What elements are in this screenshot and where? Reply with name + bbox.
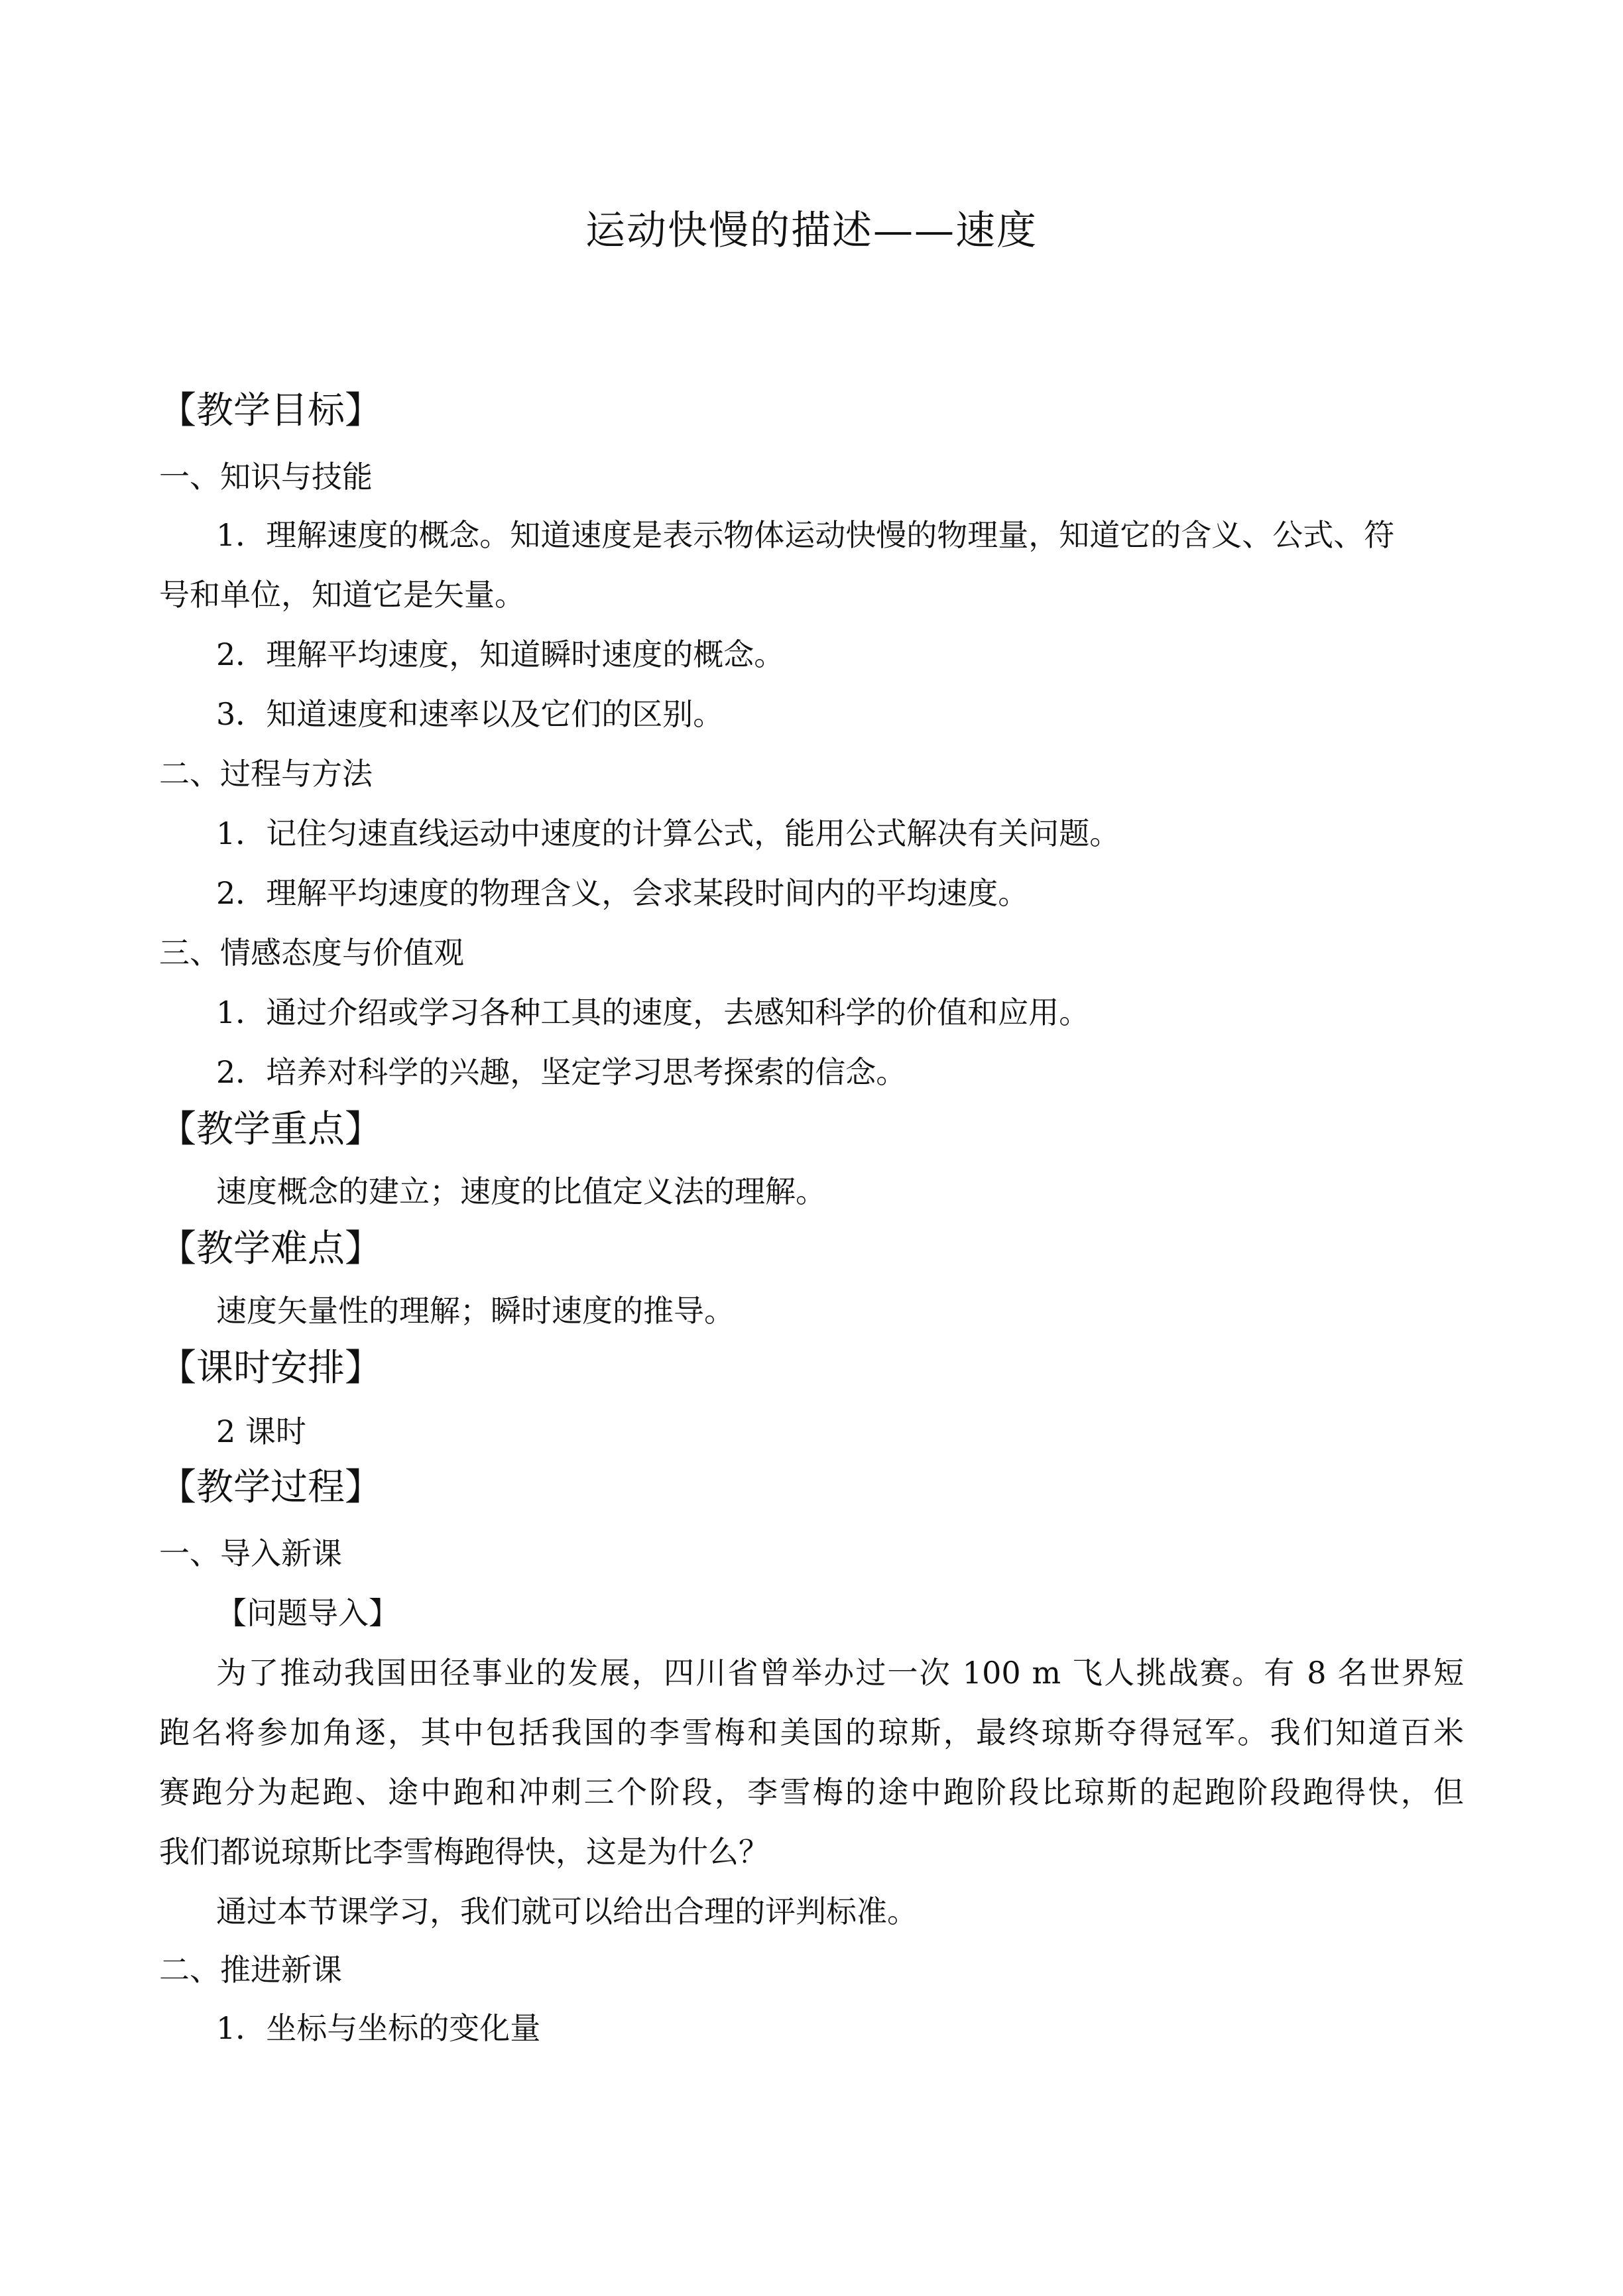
knowledge-item-3: 3．知道速度和速率以及它们的区别。 [216, 696, 724, 732]
new-lesson-label: 二、推进新课 [159, 1952, 342, 1988]
knowledge-skills-label: 一、知识与技能 [159, 459, 373, 495]
intro-paragraph-line-1: 为了推动我国田径事业的发展，四川省曾举办过一次 100 m 飞人挑战赛。有 8 名世界短 [216, 1655, 1464, 1691]
teaching-process-heading: 【教学过程】 [159, 1466, 382, 1509]
question-intro-subheading: 【问题导入】 [216, 1595, 399, 1631]
process-item-1: 1．记住匀速直线运动中速度的计算公式，能用公式解决有关问题。 [216, 816, 1120, 851]
intro-paragraph-line-4: 我们都说琼斯比李雪梅跑得快，这是为什么？ [159, 1834, 769, 1870]
knowledge-item-1-line-2: 号和单位，知道它是矢量。 [159, 577, 525, 613]
intro-paragraph-line-3: 赛跑分为起跑、途中跑和冲刺三个阶段，李雪梅的途中跑阶段比琼斯的起跑阶段跑得快，但 [159, 1774, 1464, 1810]
emotion-item-2: 2．培养对科学的兴趣，坚定学习思考探索的信念。 [216, 1054, 907, 1090]
process-methods-label: 二、过程与方法 [159, 756, 373, 792]
emotion-values-label: 三、情感态度与价值观 [159, 935, 464, 971]
process-item-2: 2．理解平均速度的物理含义，会求某段时间内的平均速度。 [216, 875, 1029, 911]
document-title: 运动快慢的描述——速度 [585, 208, 1038, 254]
knowledge-item-1-line-1: 1．理解速度的概念。知道速度是表示物体运动快慢的物理量，知道它的含义、公式、符 [216, 517, 1395, 553]
knowledge-item-2: 2．理解平均速度，知道瞬时速度的概念。 [216, 636, 785, 672]
intro-paragraph-line-2: 跑名将参加角逐，其中包括我国的李雪梅和美国的琼斯，最终琼斯夺得冠军。我们知道百米 [159, 1715, 1464, 1750]
teaching-goals-heading: 【教学目标】 [159, 389, 382, 432]
difficulties-text: 速度矢量性的理解；瞬时速度的推导。 [216, 1293, 735, 1329]
intro-paragraph-2: 通过本节课学习，我们就可以给出合理的评判标准。 [216, 1894, 918, 1929]
key-points-text: 速度概念的建立；速度的比值定义法的理解。 [216, 1174, 826, 1209]
intro-label: 一、导入新课 [159, 1536, 342, 1571]
emotion-item-1: 1．通过介绍或学习各种工具的速度，去感知科学的价值和应用。 [216, 995, 1090, 1030]
schedule-text: 2 课时 [216, 1414, 306, 1449]
schedule-heading: 【课时安排】 [159, 1347, 382, 1390]
difficulties-heading: 【教学难点】 [159, 1227, 382, 1270]
key-points-heading: 【教学重点】 [159, 1108, 382, 1151]
new-lesson-item-1: 1．坐标与坐标的变化量 [216, 2010, 541, 2046]
